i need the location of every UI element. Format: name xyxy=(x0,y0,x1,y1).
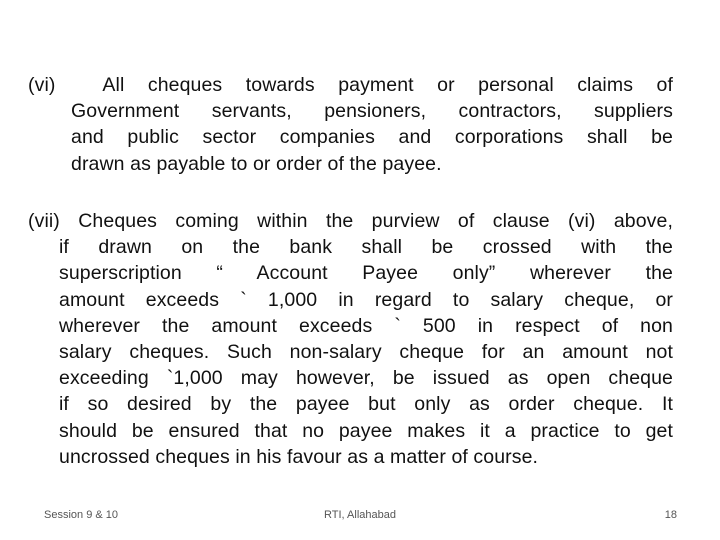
clause-vii-line-2: if drawn on the bank shall be crossed with the xyxy=(59,236,673,259)
clause-vii-line-10: uncrossed cheques in his favour as a matter of course. xyxy=(59,445,539,468)
clause-vii xyxy=(28,208,673,470)
clause-vi-line-2: Government servants, pensioners, contractors, suppliers xyxy=(71,100,673,123)
clause-vii-marker: (vii) xyxy=(28,210,60,232)
clause-vi-line-4: drawn as payable to or order of the payee. xyxy=(71,152,442,175)
clause-vii-line-1: (vii) Cheques coming within the purview of clause (vi) above, xyxy=(28,210,673,232)
footer-organization: RTI, Allahabad xyxy=(324,509,396,521)
footer-session: Session 9 & 10 xyxy=(44,509,118,521)
clause-vi-marker: (vi) xyxy=(28,74,56,96)
clause-vii-line-7: exceeding `1,000 may however, be issued as open cheque xyxy=(59,367,673,390)
clause-vii-line-4: amount exceeds ` 1,000 in regard to salary cheque, or xyxy=(59,288,673,311)
clause-vi xyxy=(28,72,673,177)
clause-vii-line-5: wherever the amount exceeds ` 500 in respect of non xyxy=(59,314,673,337)
clause-vii-line-8: if so desired by the payee but only as order cheque. It xyxy=(59,393,673,416)
clause-vii-line-6: salary cheques. Such non-salary cheque for an amount not xyxy=(59,341,673,364)
footer-page-number: 18 xyxy=(664,509,677,521)
clause-vi-line-1: (vi) All cheques towards payment or personal claims of xyxy=(28,74,673,96)
clause-vii-line-3: superscription “ Account Payee only” wherever the xyxy=(59,262,673,285)
clause-vii-line-9: should be ensured that no payee makes it a practice to get xyxy=(59,419,673,442)
clause-vi-line-3: and public sector companies and corporations shall be xyxy=(71,126,673,149)
